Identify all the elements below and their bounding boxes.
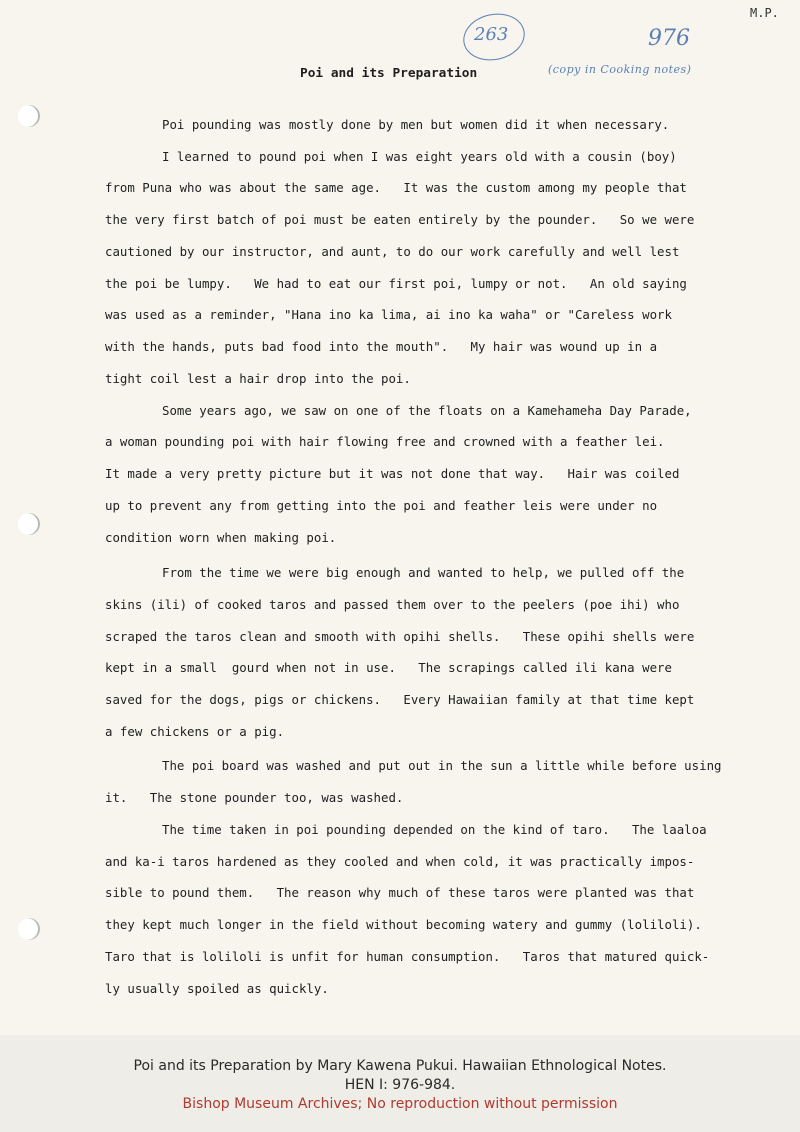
text-line: with the hands, puts bad food into the mouth". My hair was wound up in a — [105, 339, 658, 354]
text-line: it. The stone pounder too, was washed. — [105, 790, 404, 805]
archive-footer — [0, 1035, 800, 1132]
text-line: a woman pounding poi with hair flowing free and crowned with a feather lei. — [105, 434, 665, 449]
footer-citation: Poi and its Preparation by Mary Kawena Pukui. Hawaiian Ethnological Notes. — [133, 1058, 667, 1074]
text-line: I learned to pound poi when I was eight years old with a cousin (boy) — [162, 149, 677, 164]
text-line: they kept much longer in the field without becoming watery and gummy (loliloli). — [105, 917, 702, 932]
text-line: from Puna who was about the same age. It was the custom among my people that — [105, 180, 687, 195]
text-line: condition worn when making poi. — [105, 530, 337, 545]
text-line: Taro that is loliloli is unfit for human consumption. Taros that matured quick- — [105, 949, 710, 964]
footer-rights-notice: Bishop Museum Archives; No reproduction without permission — [182, 1096, 618, 1112]
text-line: scraped the taros clean and smooth with opihi shells. These opihi shells were — [105, 629, 695, 644]
text-line: It made a very pretty picture but it was not done that way. Hair was coiled — [105, 466, 680, 481]
text-line: The time taken in poi pounding depended on the kind of taro. The laaloa — [162, 822, 707, 837]
text-line: the very first batch of poi must be eaten entirely by the pounder. So we were — [105, 212, 695, 227]
text-line: Some years ago, we saw on one of the floats on a Kamehameha Day Parade, — [162, 403, 692, 418]
text-line: kept in a small gourd when not in use. The scrapings called ili kana were — [105, 660, 672, 675]
handwritten-note: (copy in Cooking notes) — [548, 63, 692, 76]
text-line: From the time we were big enough and wanted to help, we pulled off the — [162, 565, 685, 580]
text-line: and ka-i taros hardened as they cooled and when cold, it was practically impos- — [105, 854, 695, 869]
footer-reference: HEN I: 976-984. — [344, 1077, 456, 1093]
page-title: Poi and its Preparation — [300, 66, 478, 81]
text-line: the poi be lumpy. We had to eat our first poi, lumpy or not. An old saying — [105, 276, 687, 291]
text-line: saved for the dogs, pigs or chickens. Every Hawaiian family at that time kept — [105, 692, 695, 707]
text-line: skins (ili) of cooked taros and passed them over to the peelers (poe ihi) who — [105, 597, 680, 612]
circled-number: 263 — [474, 24, 509, 45]
text-line: up to prevent any from getting into the poi and feather leis were under no — [105, 498, 658, 513]
text-line: sible to pound them. The reason why much of these taros were planted was that — [105, 885, 695, 900]
text-line: The poi board was washed and put out in the sun a little while before using — [162, 758, 722, 773]
text-line: Poi pounding was mostly done by men but women did it when necessary. — [162, 117, 670, 132]
text-line: was used as a reminder, "Hana ino ka lima, ai ino ka waha" or "Careless work — [105, 307, 672, 322]
text-line: a few chickens or a pig. — [105, 724, 285, 739]
text-line: tight coil lest a hair drop into the poi. — [105, 371, 411, 386]
text-line: ly usually spoiled as quickly. — [105, 981, 329, 996]
handwritten-page-number: 976 — [648, 26, 690, 51]
text-line: cautioned by our instructor, and aunt, to do our work carefully and well lest — [105, 244, 680, 259]
corner-mark: M.P. — [750, 6, 779, 20]
